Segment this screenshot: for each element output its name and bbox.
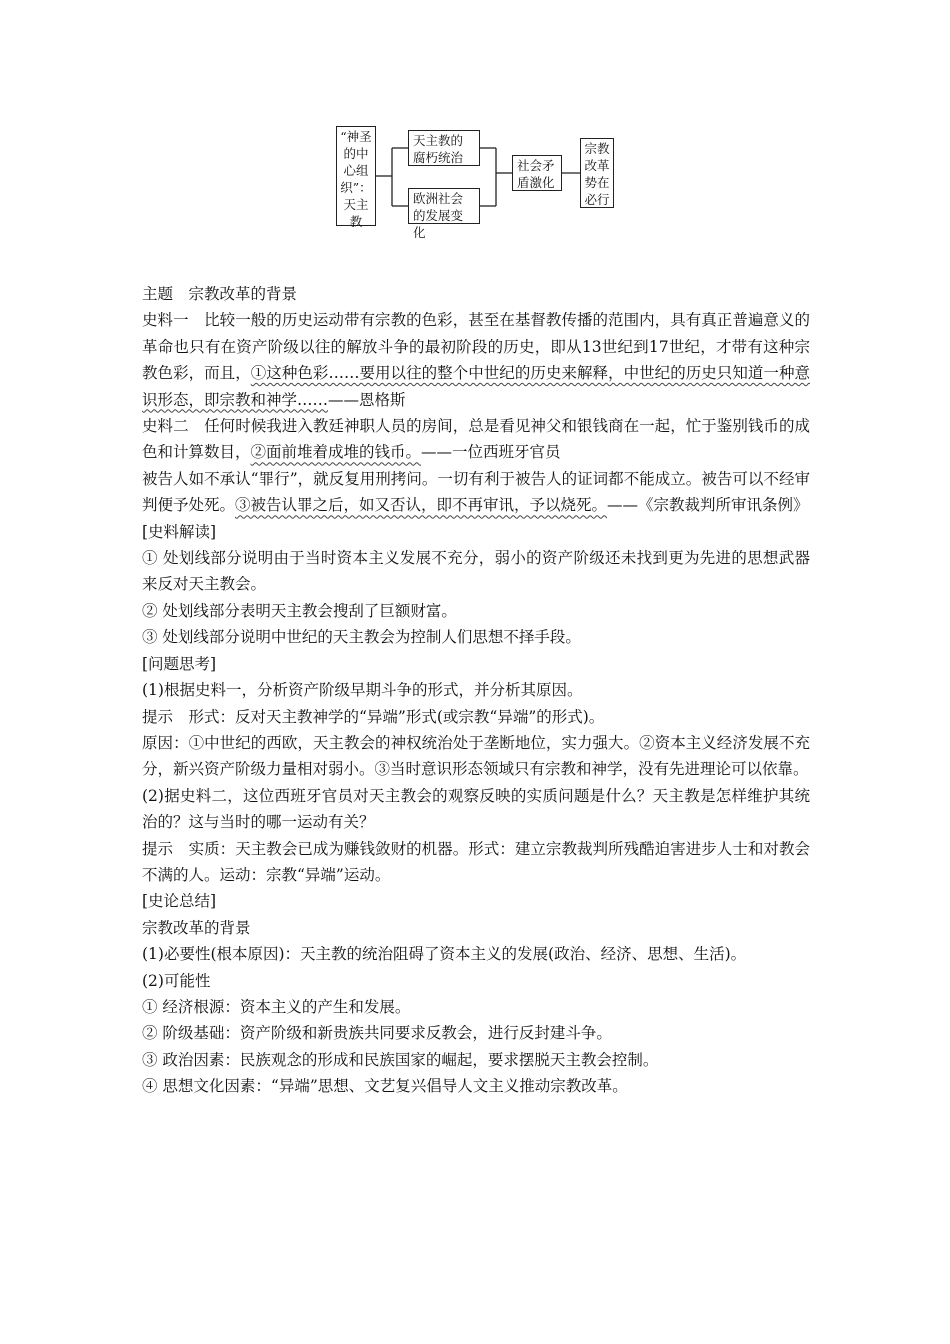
interpretation-2: ② 处划线部分表明天主教会搜刮了巨额财富。 xyxy=(142,601,457,620)
document-body xyxy=(142,281,810,1100)
underlined-passage-3: ③被告认罪之后，如又否认，即不再审讯，予以烧死。 xyxy=(235,496,608,515)
source-material-3: 被告人如不承认“罪行”，就反复用刑拷问。一切有利于被告人的证词都不能成立。被告可以不经审判便予处死。③被告认罪之后，如又否认，即不再审讯，予以烧死。——《宗教裁判所审讯条例》 xyxy=(142,469,810,515)
source-material-2: 史料二 任何时候我进入教廷神职人员的房间，总是看见神父和银钱商在一起，忙于鉴别钱币的成色和计算数目，②面前堆着成堆的钱币。——一位西班牙官员 xyxy=(142,417,810,462)
diagram-box-reform-inevitable: 宗教改革势在必行 xyxy=(580,138,614,208)
summary-point-class: ② 阶级基础：资产阶级和新贵族共同要求反教会，进行反封建斗争。 xyxy=(142,1024,612,1043)
source-material-1: 史料一 比较一般的历史运动带有宗教的色彩，甚至在基督教传播的范围内，具有真正普遍意义的革命也只有在资产阶级以往的解放斗争的最初阶段的历史，即从13世纪到17世纪，才带有这种宗教色彩，而且，①这种色彩……要用以往的整个中世纪的历史来解释，中世纪的历史只知道一种意识形态，即宗教和神学……——恩格斯 xyxy=(142,311,810,409)
topic-heading: 主题 宗教改革的背景 xyxy=(142,285,298,303)
summary-point-political: ③ 政治因素：民族观念的形成和民族国家的崛起，要求摆脱天主教会控制。 xyxy=(142,1050,659,1069)
section-heading-questions: [问题思考] xyxy=(142,654,217,673)
answer-1-form: 提示 形式：反对天主教神学的“异端”形式(或宗教“异端”的形式)。 xyxy=(142,707,605,726)
diagram-box-social-change: 欧洲社会的发展变化 xyxy=(408,188,480,224)
interpretation-3: ③ 处划线部分说明中世纪的天主教会为控制人们思想不择手段。 xyxy=(142,628,581,647)
underlined-passage-1: ①这种色彩……要用以往的整个中世纪的历史来解释，中世纪的历史只知道一种意识形态，即宗教和神学…… xyxy=(142,364,810,409)
summary-point-economic: ① 经济根源：资本主义的产生和发展。 xyxy=(142,997,411,1016)
summary-point-cultural: ④ 思想文化因素：“异端”思想、文艺复兴倡导人文主义推动宗教改革。 xyxy=(142,1077,628,1096)
section-heading-interpretation: [史料解读] xyxy=(142,522,217,541)
interpretation-1: ① 处划线部分说明由于当时资本主义发展不充分，弱小的资产阶级还未找到更为先进的思想武器来反对天主教会。 xyxy=(142,549,810,594)
underlined-passage-2: ②面前堆着成堆的钱币。 xyxy=(250,443,422,462)
question-2: (2)据史料二，这位西班牙官员对天主教会的观察反映的实质问题是什么？天主教是怎样维护其统治的？这与当时的哪一运动有关？ xyxy=(142,786,810,832)
flow-diagram xyxy=(334,124,624,240)
question-1: (1)根据史料一，分析资产阶级早期斗争的形式，并分析其原因。 xyxy=(142,681,583,700)
summary-title: 宗教改革的背景 xyxy=(142,918,251,937)
summary-possibility: (2)可能性 xyxy=(142,971,211,990)
section-heading-summary: [史论总结] xyxy=(142,892,217,911)
answer-2: 提示 实质：天主教会已成为赚钱敛财的机器。形式：建立宗教裁判所残酷迫害进步人士和对教会不满的人。运动：宗教“异端”运动。 xyxy=(142,839,810,884)
diagram-box-corrupt-rule: 天主教的腐朽统治 xyxy=(408,130,480,166)
answer-1-reason: 原因：①中世纪的西欧，天主教会的神权统治处于垄断地位，实力强大。②资本主义经济发展不充分，新兴资产阶级力量相对弱小。③当时意识形态领域只有宗教和神学，没有先进理论可以依靠。 xyxy=(142,733,810,779)
diagram-box-social-conflict: 社会矛盾激化 xyxy=(512,155,562,191)
summary-necessity: (1)必要性(根本原因)：天主教的统治阻碍了资本主义的发展(政治、经济、思想、生活)。 xyxy=(142,945,747,964)
diagram-box-catholic-church: “神圣的中心组织”：天主教 xyxy=(336,126,376,226)
